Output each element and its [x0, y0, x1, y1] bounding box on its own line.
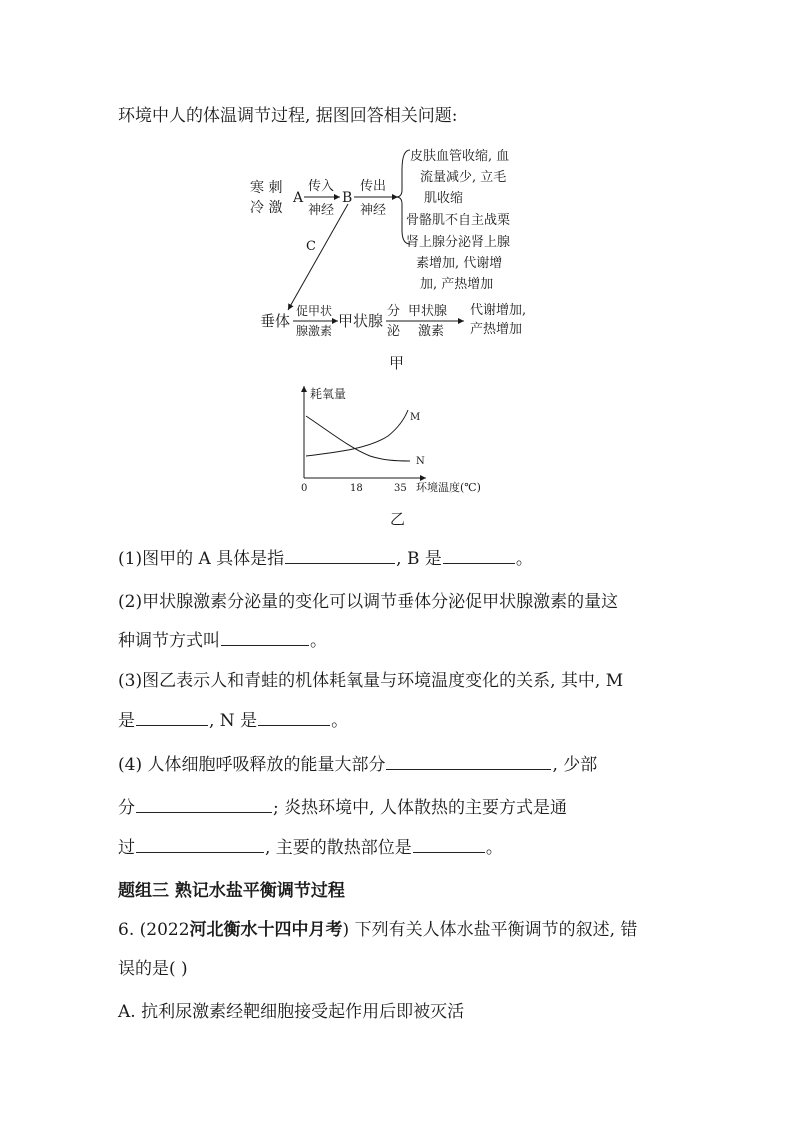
effector-brace: [396, 150, 410, 244]
q4-blank-c[interactable]: [136, 834, 264, 853]
question-4-line-1: [118, 751, 597, 777]
q4-text-e: 过: [118, 838, 135, 858]
oxygen-consumption-graph: [290, 382, 500, 500]
q3-blank-m[interactable]: [136, 707, 208, 726]
q3-text-b: 是: [118, 711, 135, 731]
q2-text-b: 种调节方式叫: [118, 631, 220, 651]
tick-35: 35: [394, 483, 407, 494]
arrow-c: [288, 204, 348, 310]
result-label-1: 代谢增加,: [470, 303, 527, 318]
q4-text-f: , 主要的散热部位是: [265, 838, 412, 858]
question-2-line-1: (2)甲状腺激素分泌量的变化可以调节垂体分泌促甲状腺激素的量这: [118, 592, 619, 612]
q6-source: 河北衡水十四中月考: [189, 920, 343, 940]
th-label-2: 激素: [418, 324, 445, 339]
effect-line-7: 加, 产热增加: [420, 277, 494, 292]
question-3-line-1: (3)图乙表示人和青蛙的机体耗氧量与环境温度变化的关系, 其中, M: [118, 671, 624, 691]
cold-stimulus-2: 冷 激: [250, 200, 283, 216]
thermoregulation-diagram: [240, 140, 550, 350]
q1-blank-b[interactable]: [443, 545, 515, 564]
q4-blank-d[interactable]: [413, 834, 485, 853]
q4-text-b: , 少部: [552, 755, 598, 775]
result-label-2: 产热增加: [470, 322, 523, 337]
question-6-line-1: [118, 918, 637, 942]
x-axis-label: 环境温度(℃): [416, 481, 481, 494]
q4-text-g: 。: [485, 838, 503, 858]
afferent-label-1: 传入: [308, 179, 335, 194]
q4-blank-b[interactable]: [136, 794, 272, 813]
tsh-label-1: 促甲状: [296, 304, 333, 318]
q4-text-d: ; 炎热环境中, 人体散热的主要方式是通: [273, 798, 567, 818]
question-1: [118, 545, 533, 571]
efferent-label-1: 传出: [360, 179, 387, 194]
effect-line-2: 流量减少, 立毛: [420, 170, 507, 185]
label-c: C: [306, 239, 316, 254]
q4-blank-a[interactable]: [386, 751, 551, 770]
q3-text-c: , N 是: [209, 711, 258, 731]
q2-blank[interactable]: [221, 627, 309, 646]
q1-text-a: (1)图甲的 A 具体是指: [118, 549, 285, 569]
q2-text-c: 。: [310, 631, 327, 651]
section-title: 题组三 熟记水盐平衡调节过程: [118, 881, 345, 901]
secrete-label-2: 泌: [387, 324, 401, 339]
th-label-1: 甲状腺: [408, 304, 448, 319]
label-n: N: [416, 456, 425, 467]
question-2-line-2: [118, 627, 327, 653]
q1-text-c: 。: [515, 549, 533, 569]
effect-line-1: 皮肤血管收缩, 血: [410, 149, 510, 164]
q3-text-d: 。: [331, 711, 349, 731]
effect-line-5: 肾上腺分泌肾上腺: [406, 235, 511, 250]
tsh-label-2: 腺激素: [296, 324, 333, 338]
q1-blank-a[interactable]: [285, 545, 395, 564]
q4-text-c: 分: [118, 798, 135, 818]
graph-caption: 乙: [390, 510, 406, 528]
question-3-line-2: [118, 707, 348, 733]
secrete-label-1: 分: [387, 304, 401, 319]
question-6-line-2: 误的是( ): [118, 959, 188, 979]
effect-line-3: 肌收缩: [424, 191, 464, 206]
tick-18: 18: [350, 483, 363, 494]
node-a: A: [293, 190, 304, 206]
q1-text-b: , B 是: [396, 549, 442, 569]
q4-text-a: (4) 人体细胞呼吸释放的能量大部分: [118, 755, 386, 775]
q3-blank-n[interactable]: [258, 707, 330, 726]
effect-line-4: 骨骼肌不自主战栗: [406, 213, 511, 228]
effect-line-6: 素增加, 代谢增: [416, 256, 503, 271]
tick-0: 0: [301, 483, 308, 494]
efferent-label-2: 神经: [360, 203, 387, 218]
q6-text: ) 下列有关人体水盐平衡调节的叙述, 错: [342, 920, 638, 940]
cold-stimulus-1: 寒 刺: [250, 180, 283, 196]
node-b: B: [342, 190, 353, 206]
question-6-option-a[interactable]: A. 抗利尿激素经靶细胞接受起作用后即被灭活: [118, 1002, 465, 1022]
intro-text: 环境中人的体温调节过程, 据图回答相关问题:: [118, 106, 458, 126]
y-axis-label: 耗氧量: [310, 387, 347, 401]
pituitary-label: 垂体: [260, 312, 291, 330]
q6-number: 6. (2022: [118, 920, 190, 940]
label-m: M: [410, 412, 421, 423]
thyroid-label: 甲状腺: [338, 312, 384, 330]
question-4-line-3: [118, 834, 503, 860]
question-4-line-2: [118, 794, 567, 820]
diagram-caption: 甲: [389, 354, 405, 372]
afferent-label-2: 神经: [308, 203, 335, 218]
